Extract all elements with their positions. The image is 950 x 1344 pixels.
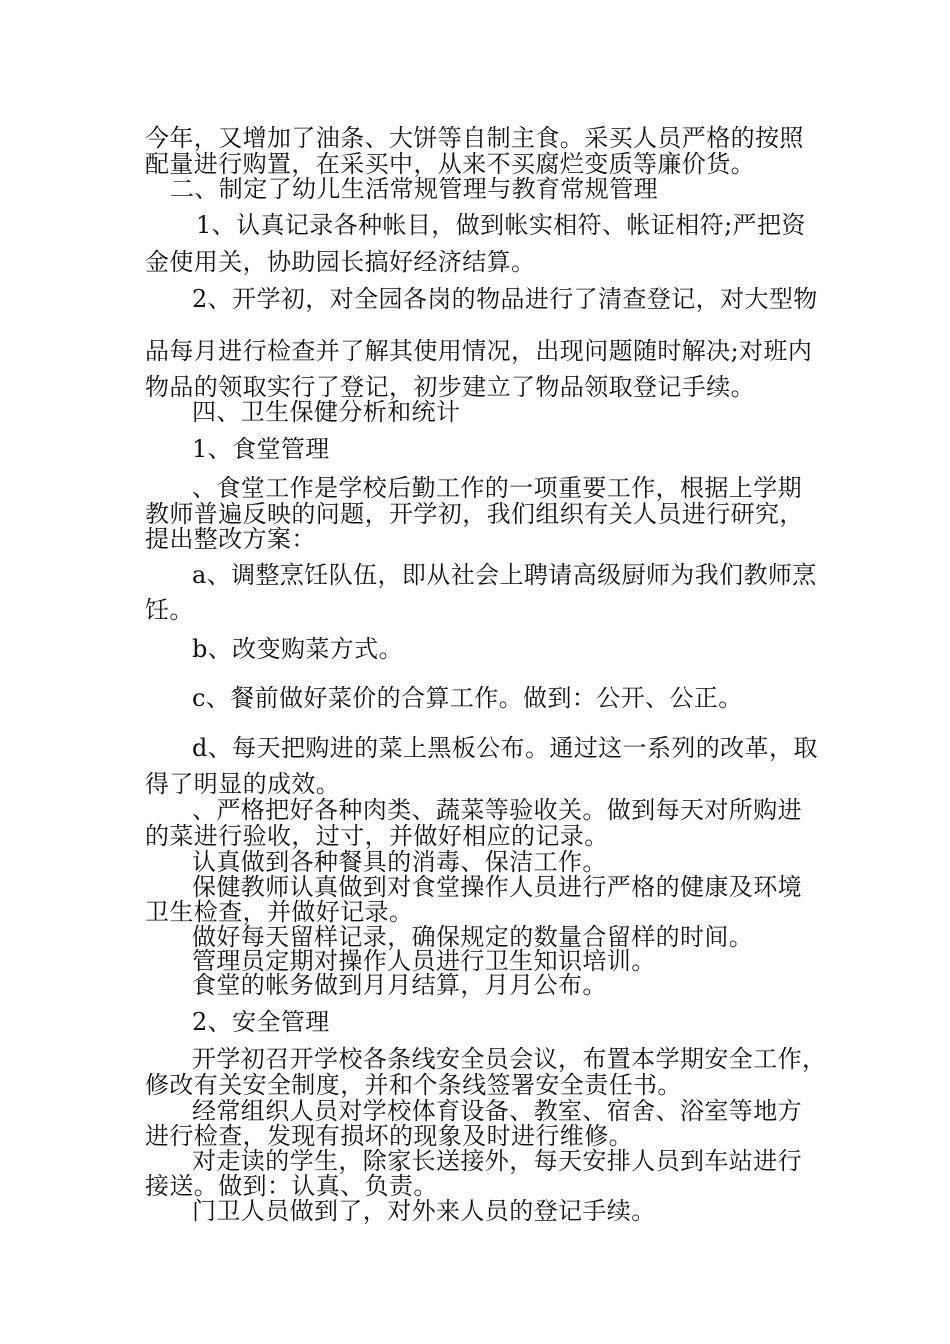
text-line: 进行检查，发现有损坏的现象及时进行维修。 <box>145 1122 633 1150</box>
text-line: 门卫人员做到了，对外来人员的登记手续。 <box>192 1197 656 1225</box>
text-line: 食堂的帐务做到月月结算，月月公布。 <box>192 971 607 999</box>
text-line: 接送。做到：认真、负责。 <box>145 1172 438 1200</box>
text-line: 管理员定期对操作人员进行卫生知识培训。 <box>192 947 656 975</box>
text-line: c、餐前做好菜价的合算工作。做到：公开、公正。 <box>192 684 743 712</box>
section-heading: 四、卫生保健分析和统计 <box>192 398 461 426</box>
text-line: 保健教师认真做到对食堂操作人员进行严格的健康及环境 <box>192 873 802 901</box>
text-line: 卫生检查，并做好记录。 <box>145 898 414 926</box>
text-line: a、调整烹饪队伍，即从社会上聘请高级厨师为我们教师烹 <box>192 561 817 589</box>
text-line: 开学初召开学校各条线安全员会议，布置本学期安全工作， <box>192 1045 827 1073</box>
text-line: 的菜进行验收，过寸，并做好相应的记录。 <box>145 822 609 850</box>
text-line: b、改变购菜方式。 <box>192 635 403 663</box>
text-line: 金使用关，协助园长搞好经济结算。 <box>145 248 536 276</box>
text-line: 做好每天留样记录，确保规定的数量合留样的时间。 <box>192 923 754 951</box>
text-line: 、严格把好各种肉类、蔬菜等验收关。做到每天对所购进 <box>192 796 802 824</box>
text-line: 品每月进行检查并了解其使用情况，出现问题随时解决;对班内 <box>145 337 813 365</box>
text-line: 物品的领取实行了登记，初步建立了物品领取登记手续。 <box>145 373 755 401</box>
section-heading: 二、制定了幼儿生活常规管理与教育常规管理 <box>170 175 658 203</box>
text-line: 、食堂工作是学校后勤工作的一项重要工作，根据上学期 <box>192 474 802 502</box>
text-line: 今年，又增加了油条、大饼等自制主食。采买人员严格的按照 <box>145 124 804 152</box>
text-line: 提出整改方案： <box>145 525 316 553</box>
subsection-heading: 1、食堂管理 <box>192 435 330 463</box>
text-line: 教师普遍反映的问题，开学初，我们组织有关人员进行研究， <box>145 500 804 528</box>
text-line: 经常组织人员对学校体育设备、教室、宿舍、浴室等地方 <box>192 1097 802 1125</box>
text-line: d、每天把购进的菜上黑板公布。通过这一系列的改革，取 <box>192 734 818 762</box>
subsection-heading: 2、安全管理 <box>192 1008 330 1036</box>
text-line: 修改有关安全制度，并和个条线签署安全责任书。 <box>145 1071 682 1099</box>
text-line: 对走读的学生，除家长送接外，每天安排人员到车站进行 <box>192 1147 802 1175</box>
text-line: 2、开学初，对全园各岗的物品进行了清查登记，对大型物 <box>192 285 818 313</box>
text-line: 认真做到各种餐具的消毒、保洁工作。 <box>192 848 607 876</box>
text-line: 配量进行购置，在采买中，从来不买腐烂变质等廉价货。 <box>145 150 755 178</box>
text-line: 1、认真记录各种帐目，做到帐实相符、帐证相符;严把资 <box>196 211 806 239</box>
text-line: 饪。 <box>145 596 194 624</box>
text-line: 得了明显的成效。 <box>145 770 341 798</box>
